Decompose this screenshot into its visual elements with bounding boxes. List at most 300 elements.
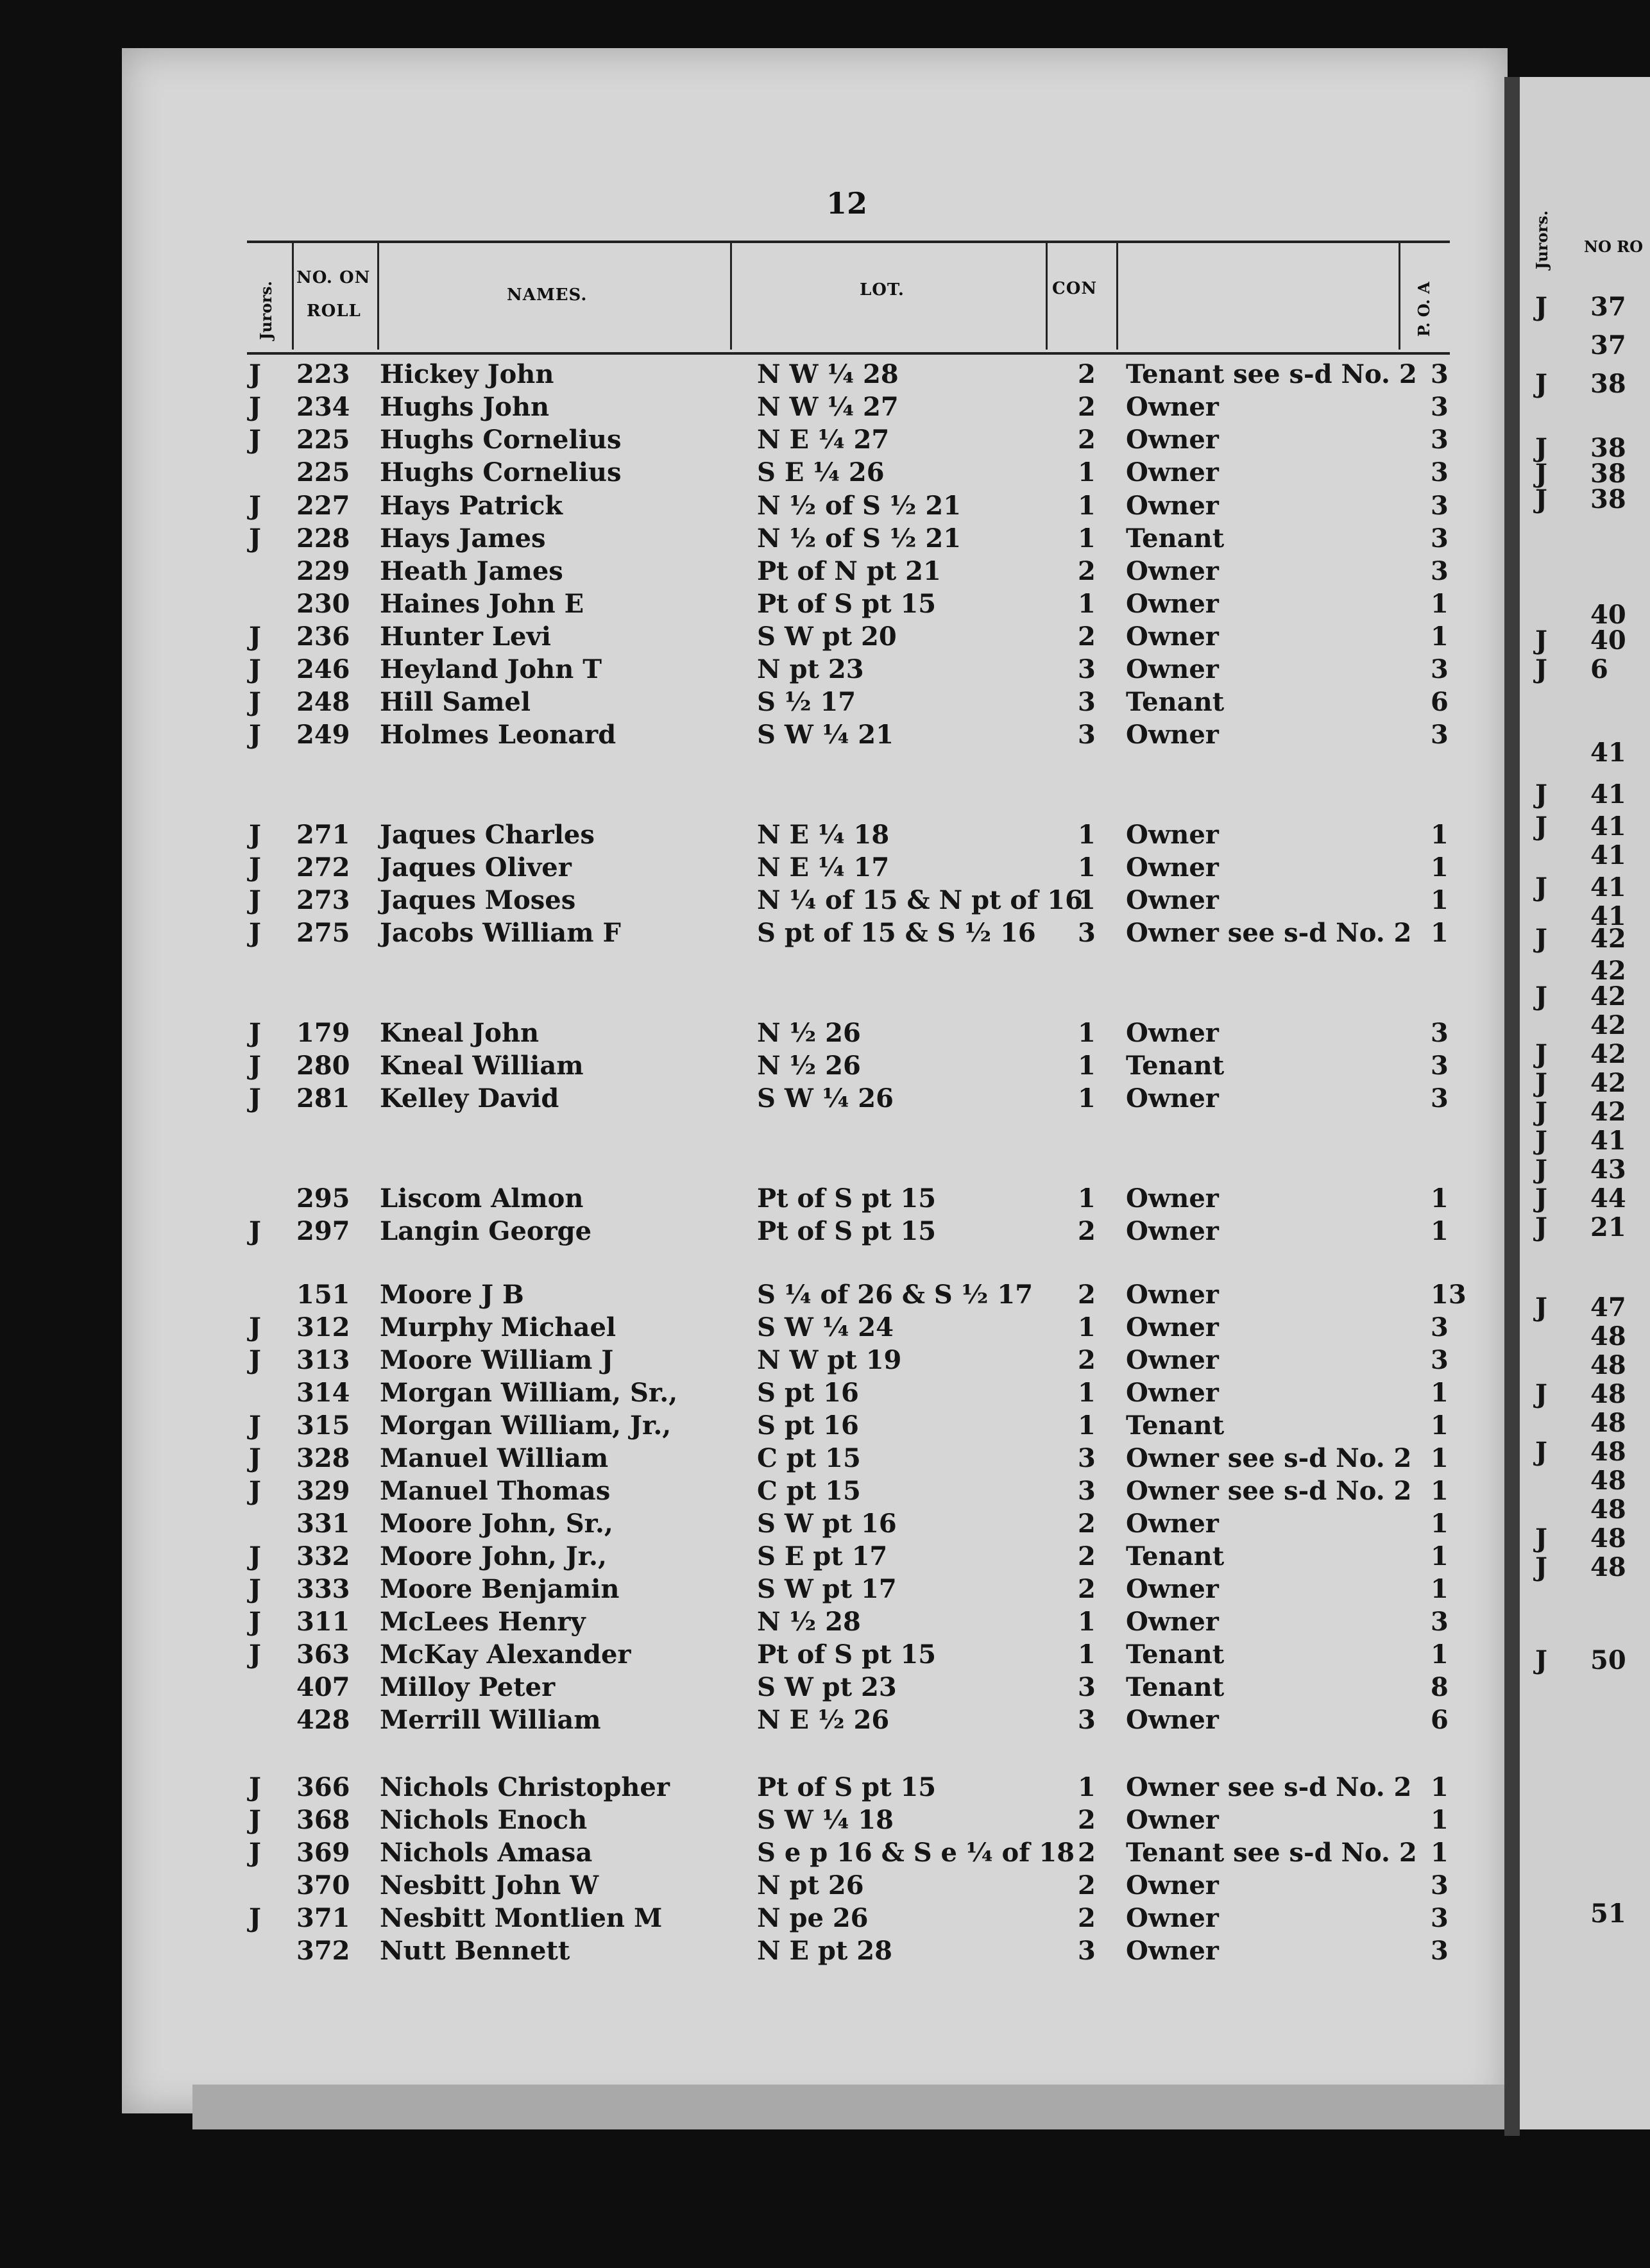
cell-j: J	[249, 687, 261, 717]
cell-con: 1	[1078, 1607, 1096, 1637]
right-cell-j: J	[1535, 369, 1547, 399]
cell-name: Moore Benjamin	[380, 1574, 620, 1604]
cell-lot: N E ¼ 18	[757, 820, 890, 850]
cell-con: 2	[1078, 1903, 1096, 1933]
right-cell-roll: 41	[1590, 738, 1626, 768]
cell-j: J	[249, 654, 261, 684]
cell-name: Liscom Almon	[380, 1183, 584, 1214]
adjacent-page	[1520, 77, 1650, 2129]
right-cell-j: J	[1535, 1552, 1547, 1582]
cell-po: 6	[1431, 687, 1449, 717]
right-cell-roll: 41	[1590, 1126, 1626, 1156]
cell-po: 1	[1431, 589, 1449, 619]
cell-lot: Pt of S pt 15	[757, 1183, 937, 1214]
cell-name: Nesbitt John W	[380, 1870, 599, 1900]
cell-po: 1	[1431, 918, 1449, 948]
cell-status: Tenant	[1126, 1410, 1225, 1441]
cell-con: 2	[1078, 622, 1096, 652]
cell-po: 1	[1431, 1772, 1449, 1802]
page-edge	[192, 2085, 1508, 2129]
cell-po: 3	[1431, 1607, 1449, 1637]
cell-roll: 246	[296, 654, 350, 684]
cell-name: Merrill William	[380, 1705, 601, 1735]
cell-name: Morgan William, Sr.,	[380, 1378, 678, 1408]
cell-roll: 297	[296, 1216, 350, 1246]
cell-con: 2	[1078, 392, 1096, 422]
cell-name: Moore William J	[380, 1345, 614, 1375]
right-cell-j: J	[1535, 1437, 1547, 1467]
cell-status: Owner	[1126, 852, 1219, 883]
right-cell-roll: 40	[1590, 600, 1626, 630]
cell-lot: N E ¼ 27	[757, 425, 890, 455]
cell-con: 3	[1078, 1705, 1096, 1735]
cell-lot: N ¼ of 15 & N pt of 16	[757, 885, 1083, 915]
cell-con: 3	[1078, 1476, 1096, 1506]
cell-name: Jaques Moses	[380, 885, 576, 915]
cell-roll: 295	[296, 1183, 350, 1214]
cell-name: Nichols Christopher	[380, 1772, 670, 1802]
cell-status: Owner	[1126, 1280, 1219, 1310]
cell-name: Langin George	[380, 1216, 592, 1246]
col-divider	[1046, 241, 1048, 350]
cell-name: Hughs Cornelius	[380, 457, 622, 487]
cell-roll: 223	[296, 359, 350, 389]
right-cell-roll: 47	[1590, 1292, 1626, 1323]
cell-name: Haines John E	[380, 589, 584, 619]
cell-roll: 281	[296, 1083, 350, 1113]
cell-status: Owner	[1126, 720, 1219, 750]
cell-lot: N pt 23	[757, 654, 864, 684]
cell-roll: 407	[296, 1672, 350, 1702]
cell-roll: 332	[296, 1541, 350, 1571]
right-cell-roll: 48	[1590, 1523, 1626, 1553]
right-cell-j: J	[1535, 1068, 1547, 1098]
cell-j: J	[249, 1216, 261, 1246]
cell-po: 1	[1431, 1509, 1449, 1539]
cell-name: Hughs John	[380, 392, 550, 422]
right-cell-roll: 48	[1590, 1552, 1626, 1582]
cell-status: Owner	[1126, 1083, 1219, 1113]
cell-status: Tenant	[1126, 1051, 1225, 1081]
cell-con: 2	[1078, 359, 1096, 389]
cell-j: J	[249, 1476, 261, 1506]
cell-status: Owner	[1126, 425, 1219, 455]
right-cell-j: J	[1535, 1183, 1547, 1214]
cell-j: J	[249, 885, 261, 915]
cell-roll: 315	[296, 1410, 350, 1441]
cell-con: 1	[1078, 589, 1096, 619]
right-cell-j: J	[1535, 484, 1547, 514]
cell-lot: N ½ 28	[757, 1607, 861, 1637]
cell-con: 1	[1078, 457, 1096, 487]
cell-roll: 428	[296, 1705, 350, 1735]
cell-po: 1	[1431, 885, 1449, 915]
cell-con: 1	[1078, 491, 1096, 521]
cell-lot: N ½ of S ½ 21	[757, 523, 962, 554]
cell-status: Owner	[1126, 457, 1219, 487]
cell-status: Owner	[1126, 1805, 1219, 1835]
cell-j: J	[249, 491, 261, 521]
po-header: P. O. A	[1415, 282, 1433, 337]
right-cell-roll: 41	[1590, 811, 1626, 842]
cell-po: 8	[1431, 1672, 1449, 1702]
cell-j: J	[249, 359, 261, 389]
right-cell-roll: 6	[1590, 654, 1608, 684]
cell-roll: 275	[296, 918, 350, 948]
col-divider	[292, 241, 294, 350]
cell-po: 13	[1431, 1280, 1467, 1310]
cell-status: Owner	[1126, 1345, 1219, 1375]
cell-roll: 249	[296, 720, 350, 750]
cell-status: Owner	[1126, 1018, 1219, 1048]
cell-status: Tenant	[1126, 687, 1225, 717]
cell-roll: 331	[296, 1509, 350, 1539]
cell-name: Hickey John	[380, 359, 554, 389]
right-cell-roll: 50	[1590, 1645, 1626, 1675]
cell-con: 1	[1078, 1018, 1096, 1048]
cell-con: 2	[1078, 1838, 1096, 1868]
cell-roll: 280	[296, 1051, 350, 1081]
cell-roll: 333	[296, 1574, 350, 1604]
cell-name: Hays Patrick	[380, 491, 563, 521]
cell-j: J	[249, 852, 261, 883]
cell-con: 2	[1078, 1870, 1096, 1900]
cell-status: Owner	[1126, 622, 1219, 652]
cell-lot: S E ¼ 26	[757, 457, 885, 487]
cell-roll: 225	[296, 457, 350, 487]
right-cell-j: J	[1535, 1126, 1547, 1156]
cell-name: Nichols Amasa	[380, 1838, 593, 1868]
cell-j: J	[249, 1083, 261, 1113]
right-cell-roll: 42	[1590, 981, 1626, 1011]
cell-name: Hill Samel	[380, 687, 531, 717]
right-cell-j: J	[1535, 1645, 1547, 1675]
ledger-page	[122, 48, 1508, 2113]
cell-con: 2	[1078, 1216, 1096, 1246]
right-cell-roll: 41	[1590, 901, 1626, 931]
cell-roll: 311	[296, 1607, 350, 1637]
cell-roll: 369	[296, 1838, 350, 1868]
cell-status: Owner	[1126, 589, 1219, 619]
cell-lot: N ½ 26	[757, 1051, 861, 1081]
cell-j: J	[249, 1018, 261, 1048]
col-divider	[1116, 241, 1118, 350]
cell-status: Tenant	[1126, 1639, 1225, 1670]
cell-roll: 313	[296, 1345, 350, 1375]
cell-status: Owner	[1126, 1216, 1219, 1246]
cell-po: 3	[1431, 556, 1449, 586]
cell-lot: N W pt 19	[757, 1345, 902, 1375]
cell-roll: 225	[296, 425, 350, 455]
cell-name: McKay Alexander	[380, 1639, 631, 1670]
cell-status: Owner	[1126, 885, 1219, 915]
cell-status: Owner	[1126, 1705, 1219, 1735]
cell-po: 3	[1431, 654, 1449, 684]
cell-status: Tenant	[1126, 1672, 1225, 1702]
cell-po: 1	[1431, 1805, 1449, 1835]
cell-name: Morgan William, Jr.,	[380, 1410, 672, 1441]
cell-roll: 363	[296, 1639, 350, 1670]
cell-con: 2	[1078, 425, 1096, 455]
cell-con: 1	[1078, 1312, 1096, 1342]
cell-con: 3	[1078, 1443, 1096, 1473]
cell-con: 1	[1078, 1083, 1096, 1113]
right-cell-roll: 42	[1590, 1068, 1626, 1098]
cell-j: J	[249, 392, 261, 422]
cell-po: 3	[1431, 720, 1449, 750]
right-cell-roll: 38	[1590, 459, 1626, 489]
right-cell-roll: 42	[1590, 924, 1626, 954]
cell-roll: 312	[296, 1312, 350, 1342]
cell-con: 2	[1078, 1509, 1096, 1539]
right-cell-roll: 48	[1590, 1494, 1626, 1525]
cell-name: Jaques Oliver	[380, 852, 572, 883]
cell-name: Murphy Michael	[380, 1312, 617, 1342]
cell-j: J	[249, 523, 261, 554]
right-cell-roll: 37	[1590, 330, 1626, 360]
cell-name: Heyland John T	[380, 654, 602, 684]
right-cell-roll: 21	[1590, 1212, 1626, 1242]
cell-po: 3	[1431, 1312, 1449, 1342]
cell-j: J	[249, 1312, 261, 1342]
cell-lot: Pt of N pt 21	[757, 556, 941, 586]
right-cell-roll: 37	[1590, 292, 1626, 322]
cell-lot: N W ¼ 27	[757, 392, 899, 422]
right-cell-j: J	[1535, 811, 1547, 842]
cell-po: 1	[1431, 820, 1449, 850]
cell-roll: 372	[296, 1936, 350, 1966]
cell-lot: S e p 16 & S e ¼ of 18	[757, 1838, 1075, 1868]
cell-name: Kneal John	[380, 1018, 540, 1048]
right-cell-roll: 42	[1590, 1010, 1626, 1040]
cell-roll: 370	[296, 1870, 350, 1900]
cell-po: 3	[1431, 1083, 1449, 1113]
cell-lot: S pt 16	[757, 1410, 859, 1441]
cell-con: 2	[1078, 1574, 1096, 1604]
cell-con: 2	[1078, 1280, 1096, 1310]
right-cell-roll: 38	[1590, 484, 1626, 514]
cell-roll: 228	[296, 523, 350, 554]
cell-con: 3	[1078, 1672, 1096, 1702]
cell-j: J	[249, 1838, 261, 1868]
cell-name: Moore John, Jr.,	[380, 1541, 607, 1571]
cell-j: J	[249, 1574, 261, 1604]
cell-lot: S pt of 15 & S ½ 16	[757, 918, 1036, 948]
book-spine	[1504, 77, 1520, 2136]
right-cell-roll: 48	[1590, 1437, 1626, 1467]
cell-po: 3	[1431, 1345, 1449, 1375]
cell-po: 1	[1431, 1476, 1449, 1506]
cell-roll: 314	[296, 1378, 350, 1408]
cell-name: Hays James	[380, 523, 546, 554]
cell-con: 1	[1078, 1378, 1096, 1408]
right-cell-roll: 40	[1590, 625, 1626, 656]
right-cell-roll: 41	[1590, 779, 1626, 809]
cell-status: Owner	[1126, 392, 1219, 422]
cell-con: 1	[1078, 820, 1096, 850]
right-cell-roll: 48	[1590, 1408, 1626, 1438]
cell-lot: S W pt 23	[757, 1672, 897, 1702]
cell-con: 3	[1078, 1936, 1096, 1966]
cell-roll: 234	[296, 392, 350, 422]
right-cell-j: J	[1535, 1379, 1547, 1409]
cell-roll: 273	[296, 885, 350, 915]
col-divider	[1399, 241, 1400, 350]
right-cell-roll: 51	[1590, 1899, 1626, 1929]
cell-po: 3	[1431, 457, 1449, 487]
cell-con: 3	[1078, 918, 1096, 948]
cell-lot: S E pt 17	[757, 1541, 888, 1571]
cell-po: 1	[1431, 1443, 1449, 1473]
cell-name: Kelley David	[380, 1083, 559, 1113]
right-cell-roll: 38	[1590, 433, 1626, 463]
cell-po: 3	[1431, 425, 1449, 455]
cell-con: 1	[1078, 1772, 1096, 1802]
cell-status: Owner	[1126, 1183, 1219, 1214]
cell-po: 1	[1431, 1378, 1449, 1408]
cell-name: Nichols Enoch	[380, 1805, 588, 1835]
right-cell-roll: 38	[1590, 369, 1626, 399]
cell-name: Moore J B	[380, 1280, 524, 1310]
cell-po: 1	[1431, 852, 1449, 883]
cell-name: Jaques Charles	[380, 820, 595, 850]
cell-status: Owner see s-d No. 2	[1126, 918, 1412, 948]
cell-po: 1	[1431, 1639, 1449, 1670]
cell-lot: N pe 26	[757, 1903, 869, 1933]
cell-status: Owner	[1126, 556, 1219, 586]
cell-con: 2	[1078, 1345, 1096, 1375]
cell-po: 1	[1431, 1838, 1449, 1868]
cell-status: Owner	[1126, 1903, 1219, 1933]
cell-name: Jacobs William F	[380, 918, 621, 948]
right-cell-j: J	[1535, 779, 1547, 809]
right-cell-j: J	[1535, 654, 1547, 684]
col-divider	[377, 241, 379, 350]
cell-con: 1	[1078, 1183, 1096, 1214]
names-header: NAMES.	[507, 285, 588, 305]
cell-roll: 366	[296, 1772, 350, 1802]
cell-name: Hunter Levi	[380, 622, 551, 652]
cell-status: Owner	[1126, 1870, 1219, 1900]
right-cell-roll: 48	[1590, 1379, 1626, 1409]
right-cell-j: J	[1535, 924, 1547, 954]
cell-lot: C pt 15	[757, 1476, 861, 1506]
cell-po: 3	[1431, 1870, 1449, 1900]
table-header	[247, 241, 1450, 355]
cell-po: 1	[1431, 1574, 1449, 1604]
cell-status: Owner	[1126, 654, 1219, 684]
cell-roll: 272	[296, 852, 350, 883]
right-cell-j: J	[1535, 1039, 1547, 1069]
right-cell-j: J	[1535, 1523, 1547, 1553]
right-cell-roll: 48	[1590, 1321, 1626, 1351]
cell-j: J	[249, 1345, 261, 1375]
cell-lot: C pt 15	[757, 1443, 861, 1473]
cell-j: J	[249, 622, 261, 652]
cell-name: Holmes Leonard	[380, 720, 617, 750]
cell-j: J	[249, 1607, 261, 1637]
cell-lot: S W pt 17	[757, 1574, 897, 1604]
cell-status: Owner	[1126, 1607, 1219, 1637]
cell-j: J	[249, 1772, 261, 1802]
cell-con: 2	[1078, 556, 1096, 586]
cell-j: J	[249, 1639, 261, 1670]
cell-j: J	[249, 1805, 261, 1835]
cell-j: J	[249, 1903, 261, 1933]
cell-lot: S W ¼ 26	[757, 1083, 894, 1113]
cell-po: 1	[1431, 622, 1449, 652]
right-cell-roll: 42	[1590, 1039, 1626, 1069]
cell-status: Owner see s-d No. 2	[1126, 1443, 1412, 1473]
cell-j: J	[249, 1051, 261, 1081]
cell-roll: 328	[296, 1443, 350, 1473]
cell-j: J	[249, 918, 261, 948]
cell-j: J	[249, 720, 261, 750]
cell-j: J	[249, 425, 261, 455]
cell-po: 1	[1431, 1410, 1449, 1441]
right-roll-header: NO RO	[1584, 237, 1644, 256]
cell-j: J	[249, 1443, 261, 1473]
cell-status: Tenant	[1126, 523, 1225, 554]
cell-roll: 271	[296, 820, 350, 850]
cell-po: 3	[1431, 1051, 1449, 1081]
right-cell-j: J	[1535, 872, 1547, 902]
cell-status: Tenant	[1126, 1541, 1225, 1571]
cell-status: Owner	[1126, 1509, 1219, 1539]
cell-lot: S W pt 20	[757, 622, 897, 652]
cell-con: 1	[1078, 523, 1096, 554]
right-cell-roll: 41	[1590, 840, 1626, 870]
cell-lot: S ½ 17	[757, 687, 856, 717]
cell-con: 3	[1078, 720, 1096, 750]
cell-roll: 230	[296, 589, 350, 619]
right-cell-roll: 42	[1590, 956, 1626, 986]
cell-po: 3	[1431, 1936, 1449, 1966]
cell-con: 2	[1078, 1805, 1096, 1835]
cell-lot: S ¼ of 26 & S ½ 17	[757, 1280, 1033, 1310]
right-cell-j: J	[1535, 292, 1547, 322]
cell-name: Heath James	[380, 556, 563, 586]
cell-lot: Pt of S pt 15	[757, 589, 937, 619]
cell-lot: S W ¼ 21	[757, 720, 894, 750]
cell-status: Owner see s-d No. 2	[1126, 1772, 1412, 1802]
cell-po: 3	[1431, 1903, 1449, 1933]
cell-po: 1	[1431, 1183, 1449, 1214]
right-cell-roll: 41	[1590, 872, 1626, 902]
right-cell-j: J	[1535, 981, 1547, 1011]
cell-con: 1	[1078, 1051, 1096, 1081]
cell-lot: S pt 16	[757, 1378, 859, 1408]
cell-po: 3	[1431, 491, 1449, 521]
con-header: CON	[1052, 279, 1098, 298]
right-cell-roll: 44	[1590, 1183, 1626, 1214]
cell-lot: N pt 26	[757, 1870, 864, 1900]
cell-po: 1	[1431, 1216, 1449, 1246]
cell-name: Moore John, Sr.,	[380, 1509, 613, 1539]
cell-roll: 248	[296, 687, 350, 717]
cell-con: 1	[1078, 885, 1096, 915]
right-cell-j: J	[1535, 1155, 1547, 1185]
cell-con: 1	[1078, 852, 1096, 883]
cell-con: 1	[1078, 1639, 1096, 1670]
right-jurors-header: Jurors.	[1533, 210, 1551, 269]
jurors-header: Jurors.	[257, 281, 275, 340]
cell-con: 3	[1078, 654, 1096, 684]
cell-status: Owner	[1126, 820, 1219, 850]
right-cell-roll: 43	[1590, 1155, 1626, 1185]
cell-po: 3	[1431, 359, 1449, 389]
cell-roll: 229	[296, 556, 350, 586]
